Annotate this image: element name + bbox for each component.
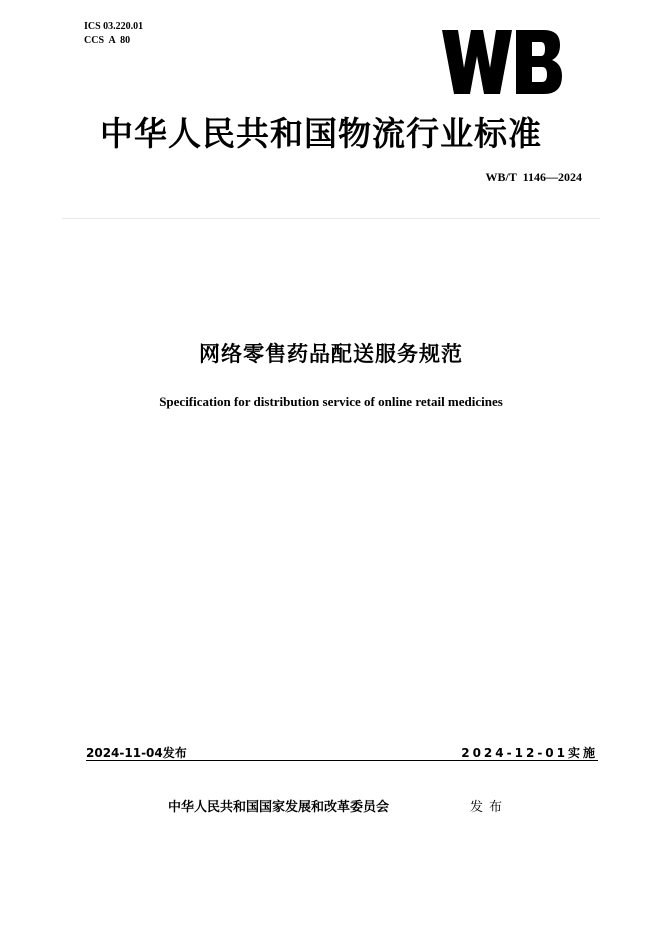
standard-category-name: 中华人民共和国物流行业标准 — [100, 114, 542, 153]
issuing-authority: 中华人民共和国国家发展和改革委员会 — [168, 800, 390, 815]
document-title-chinese: 网络零售药品配送服务规范 — [199, 342, 463, 366]
header-divider — [62, 218, 600, 219]
ccs-code: CCS A 80 — [84, 35, 131, 46]
implementation-date: 2024-12-01实施 — [461, 746, 598, 760]
wb-logo — [440, 28, 564, 96]
date-divider — [86, 760, 598, 761]
issue-action-label: 发布 — [470, 800, 509, 815]
ics-code: ICS 03.220.01 — [84, 21, 144, 32]
standard-number: WB/T 1146—2024 — [485, 170, 582, 184]
document-title-english: Specification for distribution service of online retail medicines — [159, 394, 503, 409]
issue-date: 2024-11-04发布 — [86, 746, 187, 760]
classification-codes — [84, 20, 143, 48]
